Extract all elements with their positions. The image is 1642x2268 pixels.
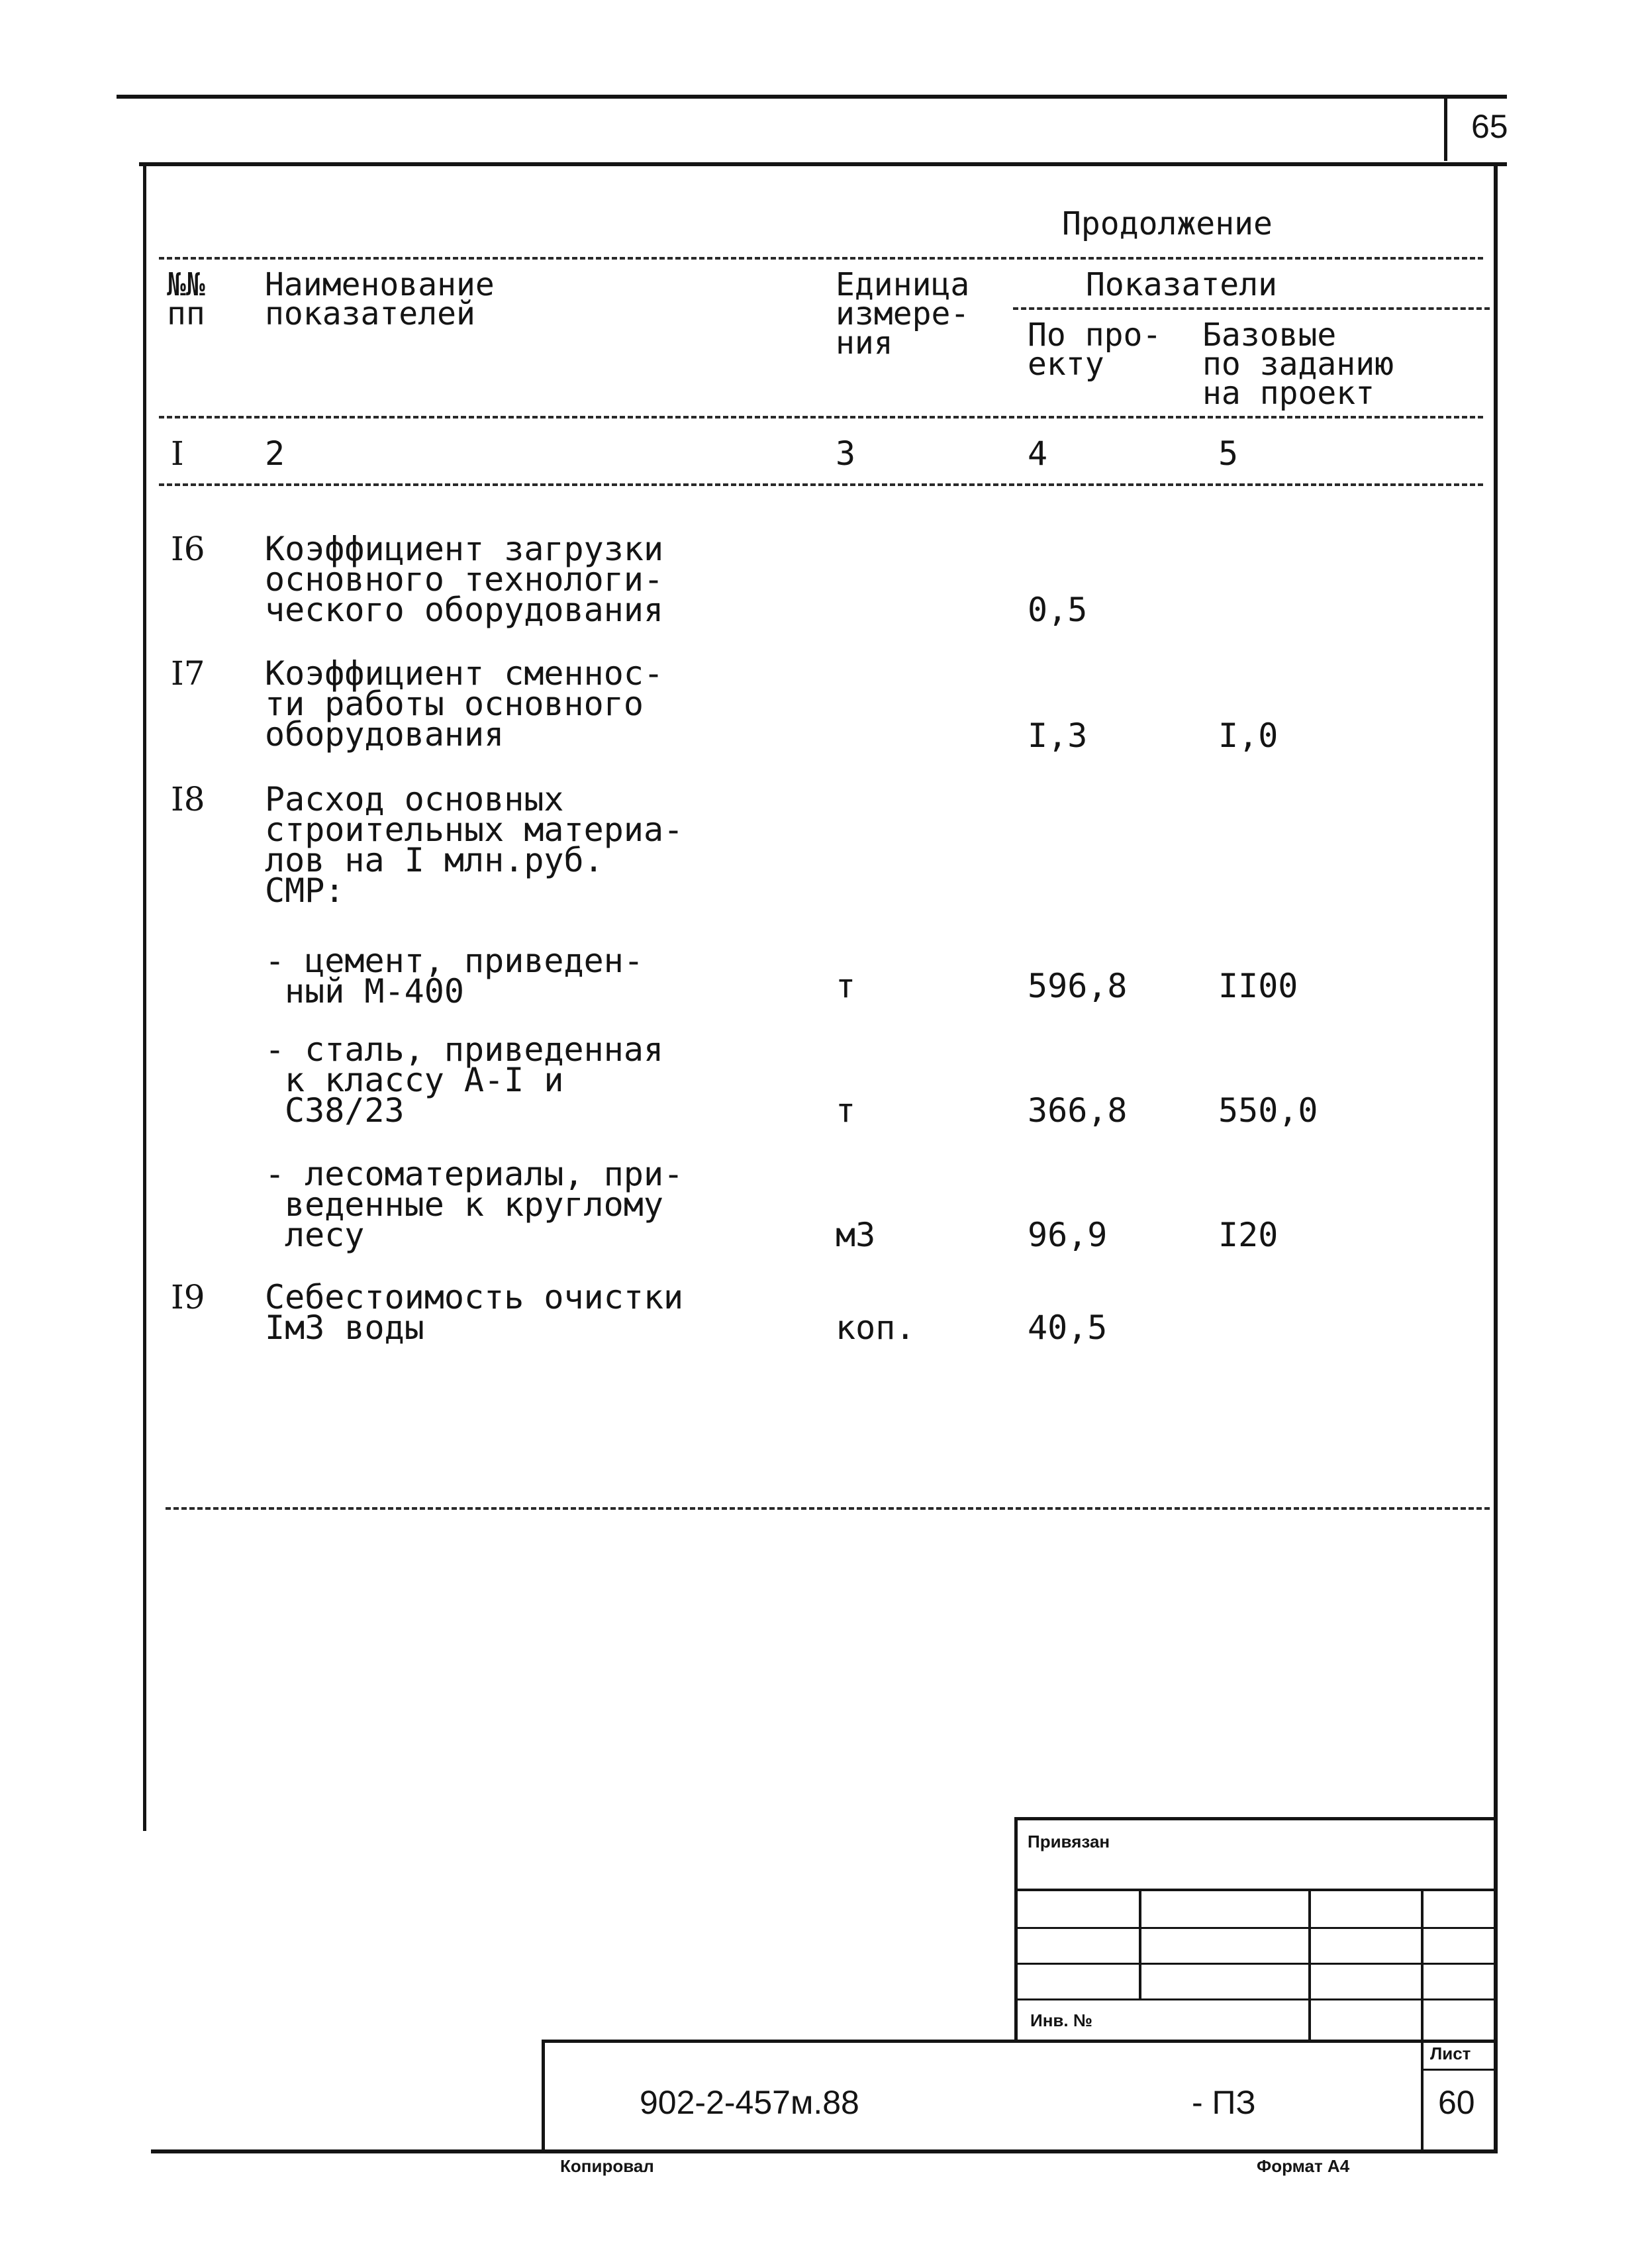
stamp-sheet-number: 60 bbox=[1438, 2084, 1475, 2121]
stamp-main-top-line bbox=[542, 2040, 1498, 2043]
stamp-privyazan-label: Привязан bbox=[1028, 1832, 1110, 1851]
header-col4: По про- екту bbox=[1028, 317, 1162, 383]
header-top-dashed-line bbox=[159, 257, 1483, 260]
group-underline bbox=[1013, 307, 1490, 310]
stamp-grid-vline bbox=[1139, 1889, 1141, 1998]
stamp-upper-left-line bbox=[1014, 1817, 1018, 2042]
header-col2: Наименование показателей bbox=[265, 266, 495, 332]
stamp-grid-line bbox=[1014, 1963, 1498, 1965]
table-end-dashed-line bbox=[166, 1507, 1490, 1510]
table-row-proj: 40,5 bbox=[1028, 1308, 1108, 1347]
col-number-4: 4 bbox=[1028, 434, 1048, 473]
stamp-grid-vline bbox=[1308, 1889, 1311, 2042]
table-row-base: I,0 bbox=[1218, 716, 1279, 755]
stamp-sheet-box-left bbox=[1421, 2040, 1424, 2152]
frame-top-line bbox=[139, 162, 1507, 166]
table-row-proj: 366,8 bbox=[1028, 1091, 1128, 1130]
stamp-grid-vline bbox=[1421, 1889, 1424, 2042]
table-row-unit: коп. bbox=[836, 1308, 916, 1347]
table-row-proj: I,3 bbox=[1028, 716, 1088, 755]
table-row-name: Коэффициент загрузки основного технологи- ческого оборудования bbox=[265, 530, 664, 629]
header-group: Показатели bbox=[1086, 266, 1277, 303]
frame-right-line bbox=[1494, 162, 1498, 2152]
page-number-box-left bbox=[1444, 95, 1447, 161]
stamp-inv-label: Инв. № bbox=[1030, 2010, 1092, 2030]
stamp-doc-code: 902-2-457м.88 bbox=[640, 2084, 859, 2121]
header-col1: №№ пп bbox=[167, 266, 205, 332]
table-row-unit: т bbox=[836, 1091, 856, 1130]
table-row-name: Себестоимость очистки Iм3 воды bbox=[265, 1278, 684, 1347]
stamp-list-label: Лист bbox=[1430, 2044, 1471, 2063]
table-row-name: Коэффициент сменнос- ти работы основного оборудования bbox=[265, 654, 664, 754]
table-subrow-name: - сталь, приведенная к классу А-I и С38/23 bbox=[265, 1030, 664, 1130]
stamp-grid-line bbox=[1014, 1998, 1498, 2000]
frame-left-line bbox=[143, 162, 146, 1831]
table-row-unit: т bbox=[836, 967, 856, 1005]
col-numbers-dashed-line bbox=[159, 483, 1483, 486]
table-row-proj: 0,5 bbox=[1028, 591, 1088, 629]
stamp-doc-suffix: - ПЗ bbox=[1192, 2084, 1256, 2121]
stamp-grid-line bbox=[1014, 1889, 1498, 1891]
col-number-3: 3 bbox=[836, 434, 856, 473]
page-number: 65 bbox=[1471, 108, 1508, 145]
header-bottom-dashed-line bbox=[159, 416, 1483, 419]
table-row-num: I7 bbox=[171, 654, 205, 693]
stamp-main-left-line bbox=[542, 2040, 545, 2152]
header-col5: Базовые по заданию на проект bbox=[1202, 317, 1394, 412]
table-row-base: 550,0 bbox=[1218, 1091, 1318, 1130]
col-number-1: I bbox=[171, 434, 184, 473]
header-col3: Единица измере- ния bbox=[836, 266, 970, 362]
top-border-line bbox=[117, 95, 1507, 99]
table-row-num: I8 bbox=[171, 780, 205, 818]
table-subrow-name: - цемент, приведен- ный М-400 bbox=[265, 942, 644, 1011]
table-row-proj: 596,8 bbox=[1028, 967, 1128, 1005]
stamp-grid-line bbox=[1014, 1927, 1498, 1929]
col-number-5: 5 bbox=[1218, 434, 1239, 473]
table-row-num: I9 bbox=[171, 1278, 205, 1316]
table-row-unit: м3 bbox=[836, 1216, 876, 1254]
table-row-name: Расход основных строительных материа- лов на I млн.руб. СМР: bbox=[265, 780, 684, 910]
stamp-sheet-divider bbox=[1421, 2069, 1498, 2071]
table-row-base: I20 bbox=[1218, 1216, 1279, 1254]
table-row-proj: 96,9 bbox=[1028, 1216, 1108, 1254]
table-subrow-name: - лесоматериалы, при- веденные к круглому лесу bbox=[265, 1155, 684, 1254]
col-number-2: 2 bbox=[265, 434, 285, 473]
bottom-border-line bbox=[151, 2149, 1498, 2153]
footer-copied-label: Копировал bbox=[560, 2156, 654, 2176]
continuation-label: Продолжение bbox=[1062, 205, 1273, 242]
footer-format-label: Формат А4 bbox=[1257, 2156, 1350, 2176]
table-row-num: I6 bbox=[171, 530, 205, 568]
table-row-base: II00 bbox=[1218, 967, 1298, 1005]
stamp-upper-top-line bbox=[1014, 1817, 1498, 1820]
